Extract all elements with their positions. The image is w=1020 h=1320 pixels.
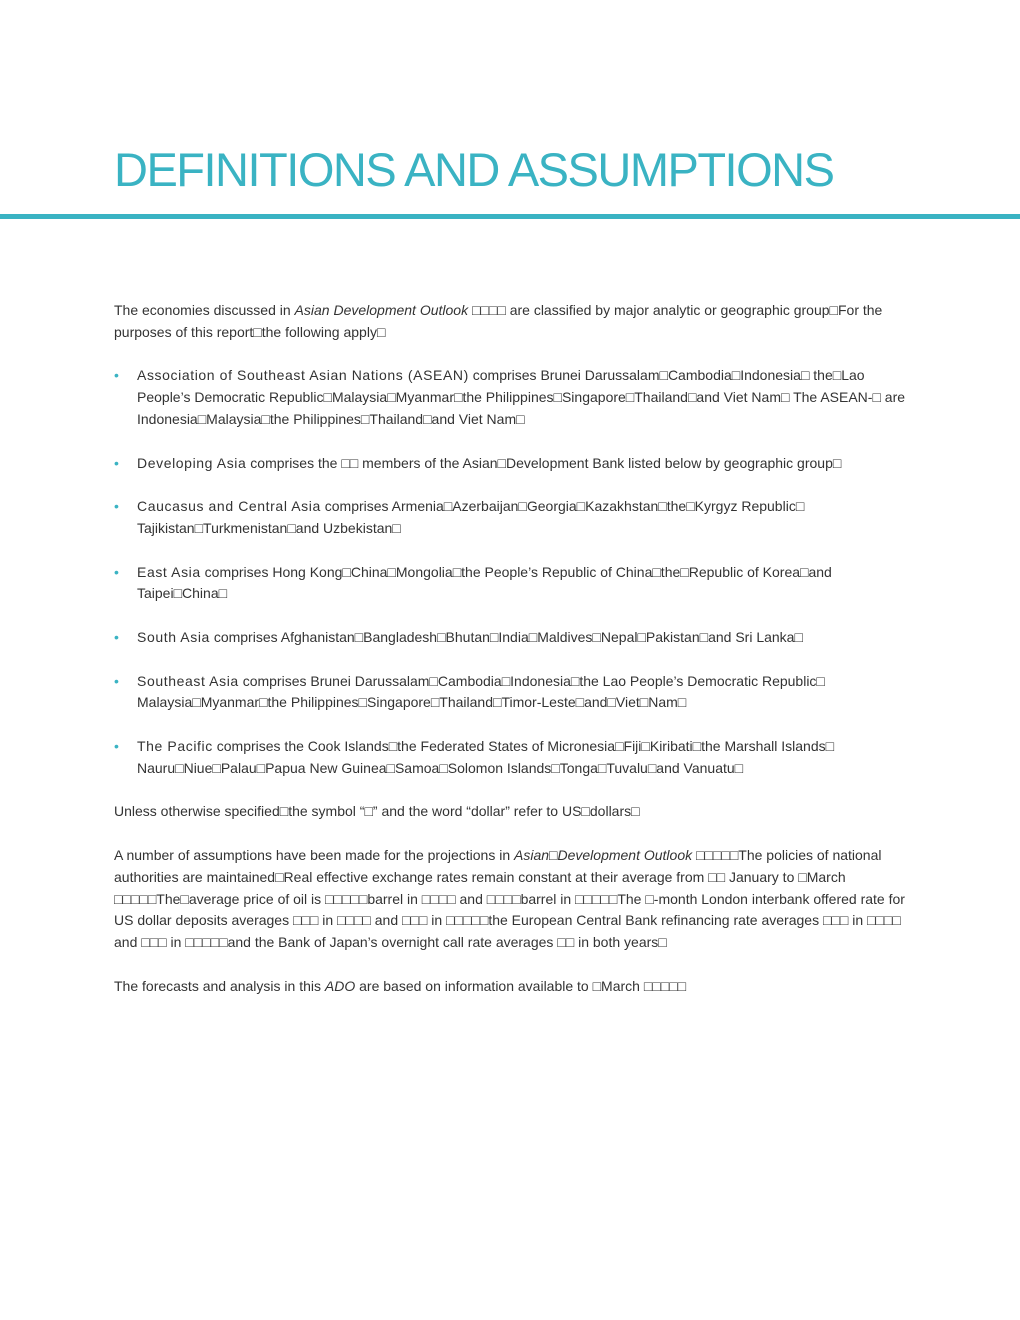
content-body [114, 300, 909, 1019]
term-south-asia: South Asia [137, 628, 210, 645]
bullet-icon: • [114, 628, 119, 645]
closing-text-end: are based on information available to □March □□□□□ [355, 977, 687, 994]
publication-title: Asian□Development Outlook [514, 846, 693, 863]
assumptions-text-start: A number of assumptions have been made for the projections in [114, 846, 515, 863]
term-asean: Association of Southeast Asian Nations (ASEAN) [137, 367, 469, 384]
list-item-south-asia [114, 627, 909, 649]
definition-pacific: comprises the Cook Islands□the Federated States of Micronesia□Fiji□Kiribati□the Marshall Islands□ Nauru□Niue□Palau□Papua New Guinea□Samoa□Solomon Islands□Tonga□Tuvalu□and Vanuatu□ [137, 737, 835, 776]
publication-abbreviation: ADO [324, 977, 356, 994]
closing-paragraph [114, 976, 909, 998]
list-item-caucasus-central-asia [114, 496, 909, 540]
term-developing-asia: Developing Asia [137, 454, 247, 471]
intro-paragraph [114, 300, 909, 344]
publication-title: Asian Development Outlook [294, 302, 469, 318]
bullet-icon: • [114, 367, 119, 384]
list-item-southeast-asia [114, 671, 909, 715]
bullet-icon: • [114, 672, 119, 689]
list-item-developing-asia [114, 453, 909, 475]
definition-asean: comprises Brunei Darussalam□Cambodia□Indonesia□ the□Lao People’s Democratic Republic□Malaysia□Myanmar□the Philippines□Singapore□Thailand□and Viet Nam□ The ASEAN-□ are Indonesia□Malaysia□the Philippines□Thailand□and Viet Nam□ [137, 367, 906, 427]
bullet-icon: • [114, 737, 119, 754]
definition-southeast-asia: comprises Brunei Darussalam□Cambodia□Indonesia□the Lao People’s Democratic Republic□ Malaysia□Myanmar□the Philippines□Singapore□Thailand□Timor-Leste□and□Viet□Nam□ [137, 672, 825, 711]
term-east-asia: East Asia [137, 563, 201, 580]
list-item-asean [114, 365, 909, 430]
group-definitions-list [114, 365, 909, 779]
list-item-pacific [114, 736, 909, 780]
bullet-icon: • [114, 454, 119, 471]
dollar-note: Unless otherwise specified□the symbol “□” and the word “dollar” refer to US□dollars□ [114, 803, 640, 820]
intro-text-end: □□□□ are classified by major analytic or geographic group□For the purposes of this report□the following apply□ [114, 302, 883, 340]
definition-east-asia: comprises Hong Kong□China□Mongolia□the People’s Republic of China□the□Republic of Korea□and Taipei□China□ [137, 563, 832, 602]
list-item-east-asia [114, 562, 909, 606]
intro-text-start: The economies discussed in [114, 302, 295, 318]
term-pacific: The Pacific [137, 737, 213, 754]
definition-south-asia: comprises Afghanistan□Bangladesh□Bhutan□India□Maldives□Nepal□Pakistan□and Sri Lanka□ [209, 628, 803, 645]
assumptions-paragraph [114, 845, 909, 954]
definition-developing-asia: comprises the □□ members of the Asian□Development Bank listed below by geographic group□ [246, 454, 842, 471]
page-title: DEFINITIONS AND ASSUMPTIONS [114, 143, 834, 196]
term-southeast-asia: Southeast Asia [137, 672, 239, 689]
closing-text-start: The forecasts and analysis in this [114, 977, 325, 994]
title-rule [0, 214, 1020, 219]
bullet-icon: • [114, 563, 119, 580]
term-caucasus-central-asia: Caucasus and Central Asia [137, 498, 321, 515]
assumptions-text-end: □□□□□The policies of national authorities are maintained□Real effective exchange rates remain constant at their average from □□ January to □March □□□□□The□average price of oil is □□□□□barrel in □□□□ and □□□□barrel in □□□□□The □-month London interbank offered rate for US dollar deposits averages □□□ in □□□□ and □□□ in □□□□□the European Central Bank refinancing rate averages □□□ in □□□□ and □□□ in □□□□□and the Bank of Japan’s overnight call rate averages □□ in both years□ [114, 846, 905, 951]
bullet-icon: • [114, 498, 119, 515]
definition-caucasus-central-asia: comprises Armenia□Azerbaijan□Georgia□Kazakhstan□the□Kyrgyz Republic□ Tajikistan□Turkmenistan□and Uzbekistan□ [137, 498, 805, 536]
